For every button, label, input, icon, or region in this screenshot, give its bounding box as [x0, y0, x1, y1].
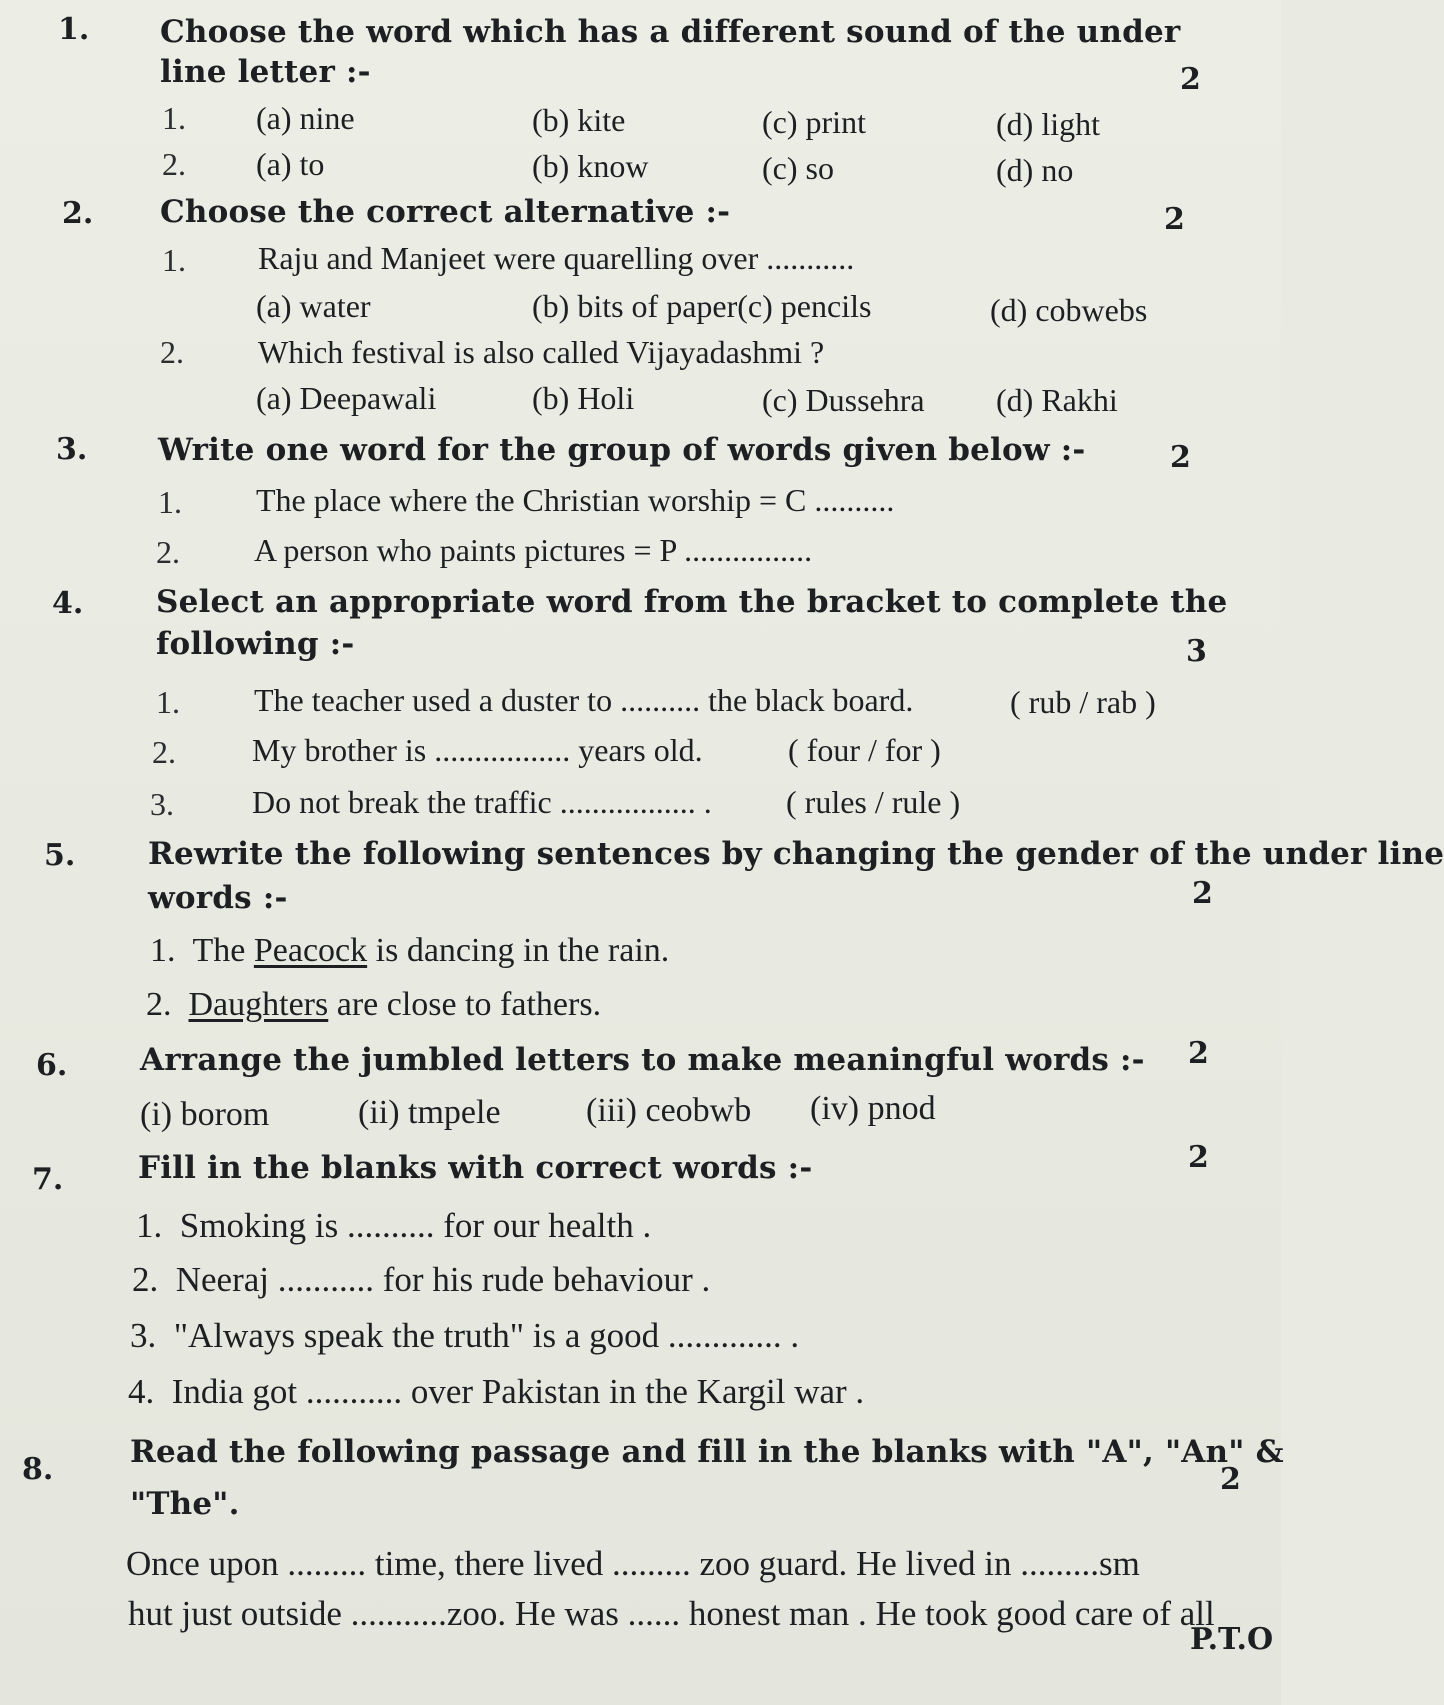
q2-item1-number: 1. [162, 242, 186, 278]
q8-marks: 2 [1220, 1462, 1241, 1497]
q2-item1-option-d: (d) cobwebs [990, 292, 1148, 328]
q5-item1-post: is dancing in the rain. [367, 932, 670, 969]
q4-item2-options: ( four / for ) [788, 732, 941, 768]
q1-row2-option-c: (c) so [762, 150, 834, 186]
q4-item3-text: Do not break the traffic ................. . [252, 784, 712, 820]
q4-title-line2: following :- [156, 626, 355, 662]
q2-item1-option-a: (a) water [256, 288, 371, 324]
q7-item1-text: Smoking is .......... for our health . [179, 1206, 652, 1245]
q2-item2-option-a: (a) Deepawali [256, 380, 437, 416]
q7-item3-number: 3. [130, 1316, 157, 1355]
q6-number: 6. [36, 1048, 68, 1083]
q1-row2-option-a: (a) to [256, 146, 325, 182]
q2-marks: 2 [1164, 202, 1185, 237]
q4-item1-options: ( rub / rab ) [1010, 684, 1156, 720]
q7-title: Fill in the blanks with correct words :- [138, 1150, 813, 1186]
q1-row2-option-b: (b) know [532, 148, 649, 184]
q4-item3-options: ( rules / rule ) [786, 784, 961, 820]
q1-row1-number: 1. [162, 100, 186, 136]
q5-title-line1: Rewrite the following sentences by changing the gender of the under line [148, 836, 1444, 872]
q6-option-2: (ii) tmpele [358, 1094, 501, 1131]
q3-item1-number: 1. [158, 484, 182, 520]
q7-item1 [136, 1206, 651, 1246]
q7-marks: 2 [1188, 1140, 1209, 1175]
q1-marks: 2 [1180, 62, 1201, 97]
q7-item4 [128, 1372, 864, 1412]
q7-item2 [132, 1260, 710, 1300]
q4-item1-number: 1. [156, 684, 180, 720]
q1-row2-option-d: (d) no [996, 152, 1074, 188]
pto-label: P.T.O [1190, 1622, 1274, 1657]
q7-item2-text: Neeraj ........... for his rude behaviour . [175, 1260, 711, 1299]
q8-passage-line1: Once upon ......... time, there lived ......... zoo guard. He lived in .........sm [126, 1544, 1140, 1583]
q3-item2-number: 2. [156, 534, 180, 570]
q2-item2-option-b: (b) Holi [532, 380, 635, 416]
q5-item1-number: 1. [150, 932, 176, 969]
q6-marks: 2 [1188, 1036, 1209, 1071]
q7-number: 7. [32, 1162, 64, 1197]
q1-row1-option-a: (a) nine [256, 100, 355, 136]
q2-item2-option-c: (c) Dussehra [762, 382, 925, 418]
q2-item2-number: 2. [160, 334, 184, 370]
q7-item2-number: 2. [132, 1260, 159, 1299]
q1-row1-option-b: (b) kite [532, 102, 626, 138]
q5-item2 [146, 986, 601, 1024]
q1-title-line2: line letter :- [160, 54, 371, 90]
q2-item1-option-b-c: (b) bits of paper(c) pencils [532, 288, 872, 324]
q1-row1-option-c: (c) print [762, 104, 866, 140]
q6-title: Arrange the jumbled letters to make meaningful words :- [140, 1042, 1145, 1078]
q1-number: 1. [58, 12, 90, 47]
q3-title: Write one word for the group of words given below :- [158, 432, 1086, 468]
q7-item4-text: India got ........... over Pakistan in the Kargil war . [171, 1372, 865, 1411]
q3-marks: 2 [1170, 440, 1191, 475]
q5-number: 5. [44, 838, 76, 873]
q5-item2-post: are close to fathers. [328, 986, 602, 1023]
q2-item2-question: Which festival is also called Vijayadashmi ? [258, 334, 825, 370]
q8-title-line2: "The". [130, 1486, 240, 1522]
q2-number: 2. [62, 196, 94, 231]
q7-item3 [130, 1316, 799, 1356]
q6-option-4: (iv) pnod [810, 1090, 936, 1127]
q5-marks: 2 [1192, 876, 1213, 911]
q8-passage-line2: hut just outside ...........zoo. He was ...... honest man . He took good care of all [128, 1594, 1215, 1633]
q5-title-line2: words :- [148, 880, 288, 916]
q7-item4-number: 4. [128, 1372, 155, 1411]
q6-option-3: (iii) ceobwb [586, 1092, 752, 1129]
q2-item1-question: Raju and Manjeet were quarelling over ........... [258, 240, 855, 276]
q3-item1-text: The place where the Christian worship = C .......... [256, 482, 895, 518]
q2-title: Choose the correct alternative :- [160, 194, 731, 230]
q6-option-1: (i) borom [140, 1096, 270, 1133]
q1-row1-option-d: (d) light [996, 106, 1100, 142]
q5-item1-pre: The [192, 932, 254, 969]
q4-item1-text: The teacher used a duster to .......... the black board. [254, 682, 914, 718]
q7-item1-number: 1. [136, 1206, 163, 1245]
q4-marks: 3 [1186, 634, 1207, 669]
q1-row2-number: 2. [162, 146, 186, 182]
q4-title-line1: Select an appropriate word from the bracket to complete the [156, 584, 1228, 620]
q2-item2-option-d: (d) Rakhi [996, 382, 1118, 418]
q7-item3-text: "Always speak the truth" is a good ............. . [173, 1316, 800, 1355]
q4-item2-text: My brother is ................. years old. [252, 732, 703, 768]
q8-title-line1: Read the following passage and fill in the blanks with "A", "An" & [130, 1434, 1284, 1470]
q1-title-line1: Choose the word which has a different sound of the under [160, 14, 1181, 50]
q5-item1 [150, 932, 669, 970]
q8-number: 8. [22, 1452, 54, 1487]
q4-number: 4. [52, 586, 84, 621]
q5-item2-underlined-word: Daughters [188, 986, 329, 1023]
q3-item2-text: A person who paints pictures = P ................ [254, 532, 813, 568]
q5-item1-underlined-word: Peacock [253, 932, 368, 969]
q4-item3-number: 3. [150, 786, 174, 822]
q3-number: 3. [56, 432, 88, 467]
q5-item2-number: 2. [146, 986, 172, 1023]
q4-item2-number: 2. [152, 734, 176, 770]
